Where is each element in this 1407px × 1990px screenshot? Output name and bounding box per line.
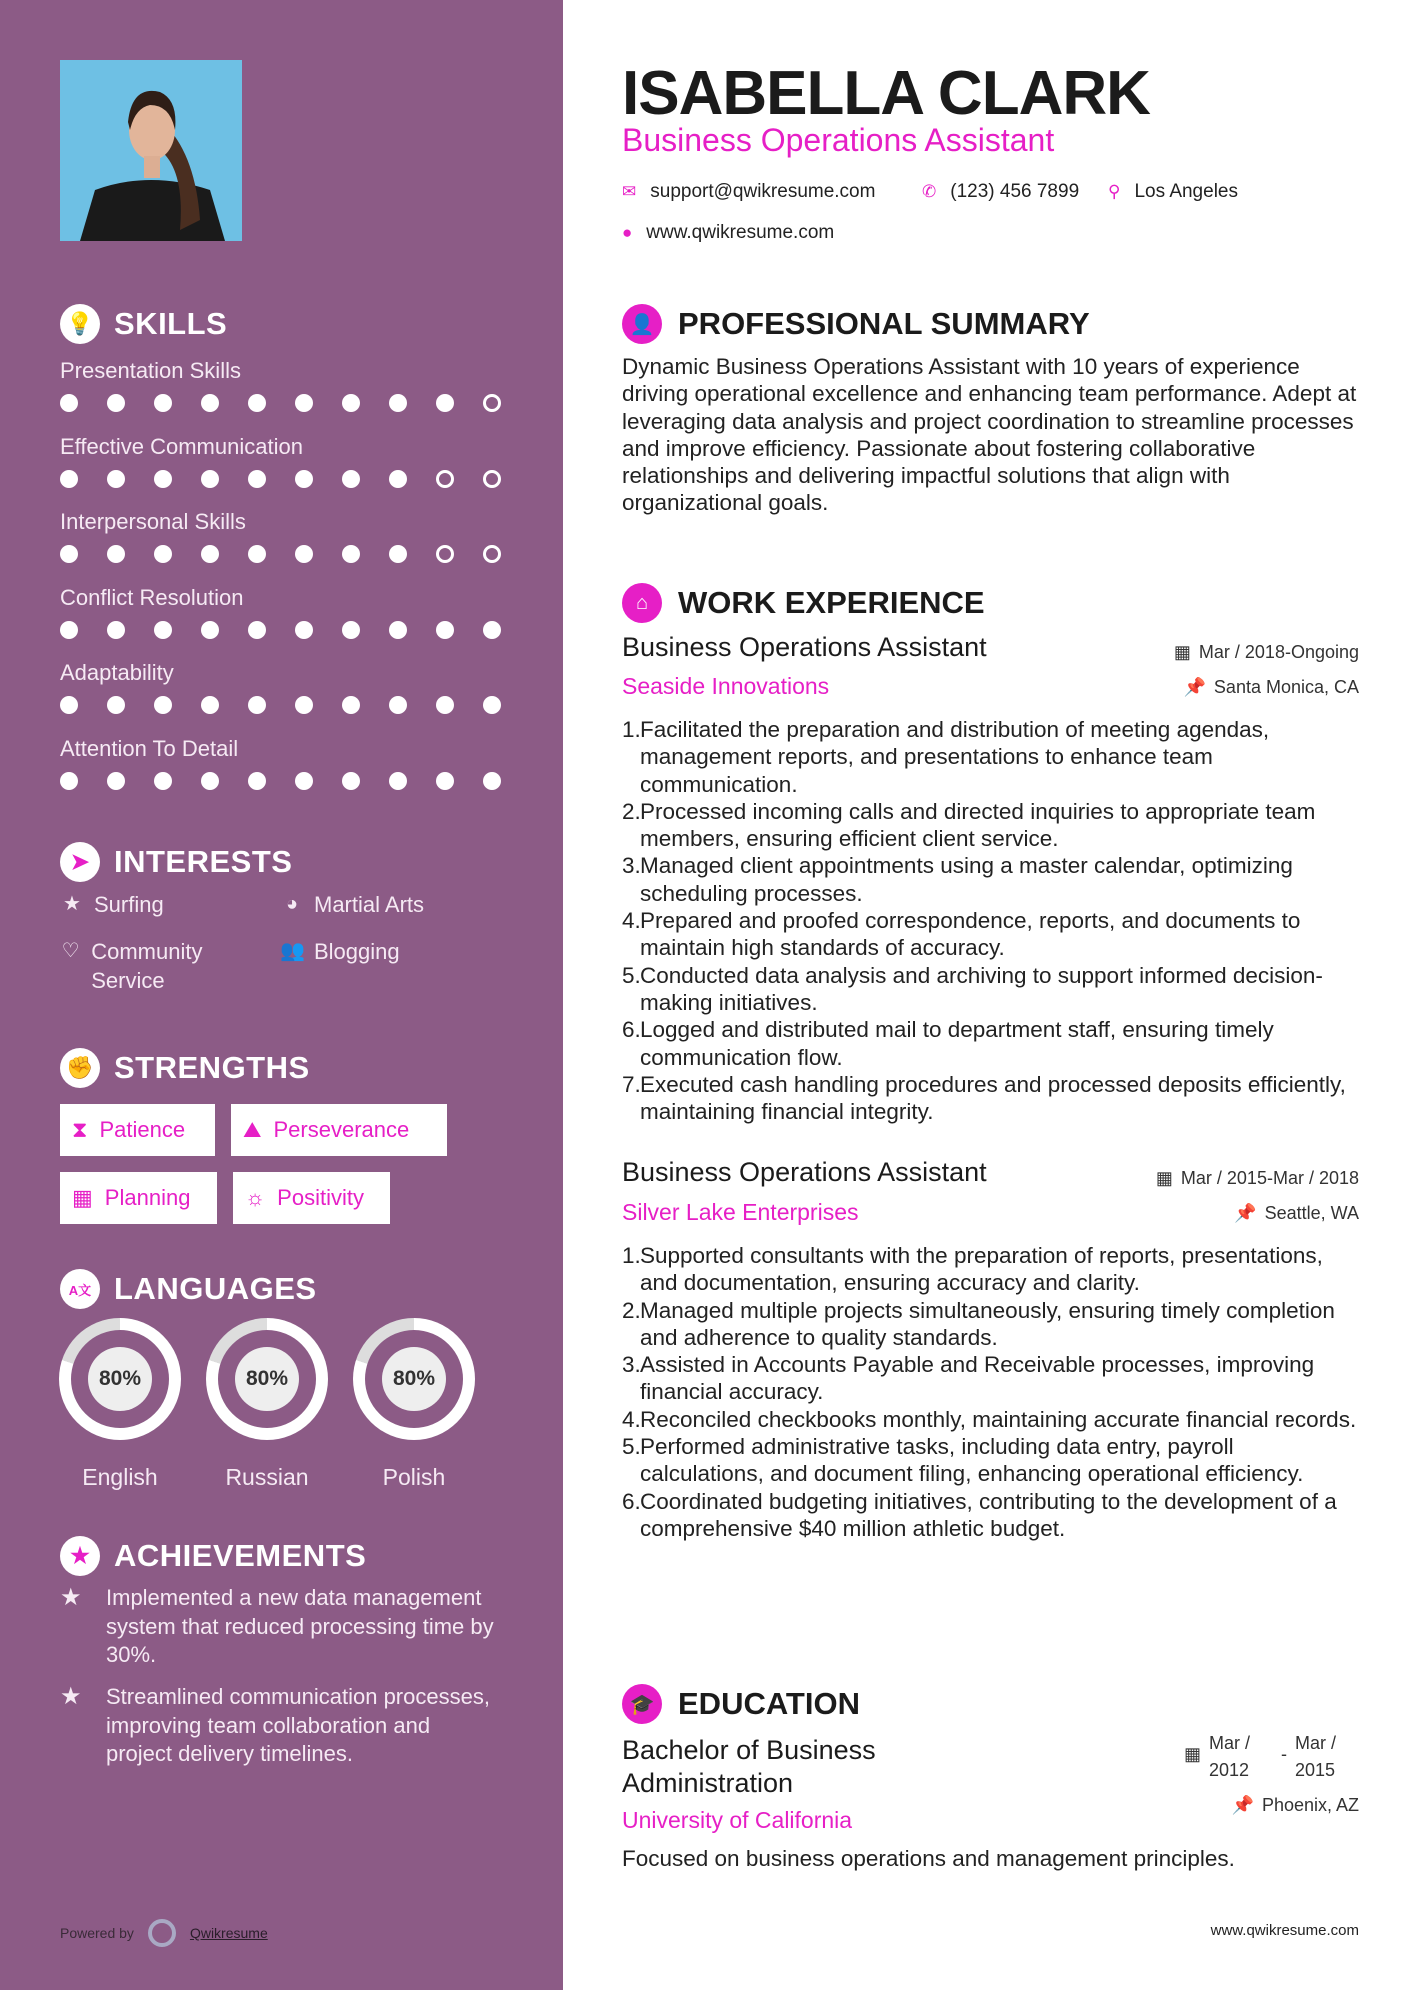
language-progress-ring <box>59 1318 181 1440</box>
office-chair-icon: ⌂ <box>622 583 662 623</box>
candidate-name: ISABELLA CLARK <box>622 59 1150 128</box>
rating-dot-filled <box>295 545 313 563</box>
job-title: Business Operations Assistant <box>622 632 987 662</box>
job-bullets <box>622 716 1362 1125</box>
skill-label: Conflict Resolution <box>60 584 244 610</box>
list-item: 3. Assisted in Accounts Payable and Receivable processes, improving financial accuracy. <box>622 1352 1315 1405</box>
rating-dot-filled <box>483 772 501 790</box>
skill-rating <box>60 621 501 639</box>
rating-dot-filled <box>436 621 454 639</box>
road-icon: ⛰ <box>243 1117 262 1142</box>
interest-item: 👥 Blogging <box>280 939 400 964</box>
list-item: 1. Supported consultants with the preparation of reports, presentations, and documentation, ensuring accuracy and clarity. <box>622 1243 1323 1296</box>
job-title: Business Operations Assistant <box>622 122 1055 158</box>
language-item <box>353 1318 475 1491</box>
language-item <box>206 1318 328 1491</box>
list-item: 7. Executed cash handling procedures and processed deposits efficiently, maintaining financial integrity. <box>622 1071 1346 1125</box>
qwikresume-logo-icon <box>148 1919 176 1947</box>
rating-dot-filled <box>154 394 172 412</box>
rating-dot-empty <box>436 545 454 563</box>
interests-heading: ➤ INTERESTS <box>60 842 292 882</box>
interest-item: ★ Surfing <box>60 890 164 919</box>
user-icon: 👤 <box>622 304 662 344</box>
hourglass-icon: ⧗ <box>72 1117 88 1142</box>
paper-plane-icon: ➤ <box>60 842 100 882</box>
rating-dot-filled <box>107 696 125 714</box>
powered-by: Powered by Qwikresume <box>60 1919 268 1947</box>
rating-dot-empty <box>483 470 501 488</box>
list-item: 6. Logged and distributed mail to department staff, ensuring timely communication flow. <box>622 1017 1274 1070</box>
language-item <box>59 1318 181 1491</box>
rating-dot-filled <box>389 772 407 790</box>
rating-dot-filled <box>201 621 219 639</box>
footer-website[interactable]: www.qwikresume.com <box>1210 1922 1359 1939</box>
rating-dot-filled <box>60 470 78 488</box>
strength-tag: ☼ Positivity <box>233 1172 390 1224</box>
language-progress-ring <box>353 1318 475 1440</box>
achievement-item: ★ Streamlined communication processes, improving team collaboration and project delivery timelines. <box>60 1683 500 1769</box>
languages-heading: A文 LANGUAGES <box>60 1269 317 1309</box>
users-icon: 👥 <box>280 940 305 962</box>
rating-dot-filled <box>342 621 360 639</box>
rating-dot-filled <box>201 772 219 790</box>
list-item: 2. Processed incoming calls and directed inquiries to appropriate team members, ensuring efficient client service. <box>622 798 1316 852</box>
pushpin-icon: 📌 <box>1231 1795 1254 1815</box>
profile-photo <box>60 60 242 241</box>
rating-dot-filled <box>248 470 266 488</box>
education-heading: 🎓 EDUCATION <box>622 1684 860 1724</box>
list-item: 6. Coordinated budgeting initiatives, contributing to the development of a comprehensive $40 million athletic budget. <box>622 1488 1337 1541</box>
rating-dot-filled <box>389 696 407 714</box>
rating-dot-filled <box>154 470 172 488</box>
school: University of California <box>622 1807 853 1833</box>
language-percent: 80% <box>88 1347 152 1411</box>
rating-dot-filled <box>201 696 219 714</box>
company: Silver Lake Enterprises <box>622 1199 859 1225</box>
rating-dot-filled <box>248 545 266 563</box>
rating-dot-filled <box>389 470 407 488</box>
rating-dot-filled <box>107 470 125 488</box>
hand-icon: ♡ <box>61 940 80 962</box>
rating-dot-filled <box>154 772 172 790</box>
website: ● www.qwikresume.com <box>622 222 835 243</box>
calendar-icon: ▦ <box>1155 1168 1173 1188</box>
rating-dot-empty <box>483 545 501 563</box>
language-name: Russian <box>225 1464 309 1490</box>
rating-dot-filled <box>107 772 125 790</box>
rating-dot-filled <box>342 470 360 488</box>
achievement-item: ★ Implemented a new data management system that reduced processing time by 30%. <box>60 1584 500 1670</box>
phone-icon: ✆ <box>922 182 937 201</box>
rating-dot-filled <box>107 394 125 412</box>
skill-rating <box>60 470 501 488</box>
skill-label: Adaptability <box>60 660 174 685</box>
achievements-heading: ★ ACHIEVEMENTS <box>60 1536 366 1576</box>
skill-label: Effective Communication <box>60 433 303 459</box>
job-dates: ▦ Mar / 2018-Ongoing <box>1173 642 1359 662</box>
job-location: 📌 Seattle, WA <box>1234 1203 1359 1223</box>
rating-dot-filled <box>436 772 454 790</box>
qwikresume-link[interactable]: Qwikresume <box>189 1925 268 1941</box>
pushpin-icon: 📌 <box>1183 677 1206 697</box>
sun-icon: ☼ <box>245 1185 266 1210</box>
star-badge-icon: ★ <box>60 1536 100 1576</box>
rating-dot-filled <box>483 621 501 639</box>
interest-item: ♡ Community Service <box>61 939 203 993</box>
strength-tag: ⧗ Patience <box>60 1104 215 1156</box>
globe-icon: ● <box>622 223 633 242</box>
skill-rating <box>60 394 501 412</box>
calendar-icon: ▦ <box>72 1185 93 1210</box>
language-progress-ring <box>206 1318 328 1440</box>
rating-dot-filled <box>342 545 360 563</box>
rating-dot-filled <box>295 772 313 790</box>
fist-icon: ✊ <box>60 1048 100 1088</box>
rating-dot-filled <box>107 545 125 563</box>
pushpin-icon: 📌 <box>1234 1203 1257 1223</box>
calendar-icon: ▦ <box>1183 1744 1201 1764</box>
rating-dot-filled <box>436 394 454 412</box>
rating-dot-filled <box>60 621 78 639</box>
list-item: 4. Reconciled checkbooks monthly, maintaining accurate financial records. <box>622 1406 1357 1432</box>
phone: ✆ (123) 456 7899 <box>922 181 1080 202</box>
job-title: Business Operations Assistant <box>622 1157 987 1187</box>
rating-dot-filled <box>295 696 313 714</box>
strengths-heading: ✊ STRENGTHS <box>60 1048 310 1088</box>
shooting-star-icon: ★ <box>60 1584 82 1611</box>
summary-heading: 👤 PROFESSIONAL SUMMARY <box>622 304 1090 344</box>
envelope-icon: ✉ <box>622 182 637 201</box>
rating-dot-filled <box>389 621 407 639</box>
job-dates: ▦ Mar / 2015-Mar / 2018 <box>1155 1168 1359 1188</box>
rating-dot-filled <box>60 696 78 714</box>
rating-dot-filled <box>389 545 407 563</box>
education-description: Focused on business operations and management principles. <box>622 1846 1235 1871</box>
sidebar <box>0 0 563 1990</box>
lightbulb-icon: 💡 <box>60 304 100 344</box>
rating-dot-filled <box>154 621 172 639</box>
rating-dot-filled <box>342 394 360 412</box>
list-item: 5. Conducted data analysis and archiving to support informed decision-making initiatives. <box>622 962 1323 1015</box>
strength-tag: ▦ Planning <box>60 1172 217 1224</box>
rating-dot-filled <box>60 394 78 412</box>
rating-dot-filled <box>248 394 266 412</box>
skill-rating <box>60 772 501 790</box>
language-name: English <box>82 1464 158 1490</box>
list-item: 5. Performed administrative tasks, including data entry, payroll calculations, and document filing, enhancing operational efficiency. <box>622 1434 1304 1487</box>
globe-icon: ◕ <box>285 893 299 915</box>
email: ✉ support@qwikresume.com <box>622 181 876 202</box>
calendar-icon: ▦ <box>1173 642 1191 662</box>
list-item: 1. Facilitated the preparation and distribution of meeting agendas, management reports, and presentations to enhance team communication. <box>622 717 1270 797</box>
rating-dot-filled <box>201 394 219 412</box>
rating-dot-filled <box>483 696 501 714</box>
translate-icon: A文 <box>60 1269 100 1309</box>
rating-dot-filled <box>60 772 78 790</box>
skill-label: Interpersonal Skills <box>60 509 246 534</box>
skill-rating <box>60 545 501 563</box>
star-icon: ★ <box>63 893 81 915</box>
map-pin-icon: ⚲ <box>1108 182 1121 201</box>
education-dates: ▦ Mar / 2012 - Mar / 2015 <box>1183 1733 1337 1780</box>
rating-dot-empty <box>483 394 501 412</box>
job-location: 📌 Santa Monica, CA <box>1183 677 1359 697</box>
list-item: 2. Managed multiple projects simultaneously, ensuring timely completion and adherence to quality standards. <box>622 1297 1335 1350</box>
list-item: 4. Prepared and proofed correspondence, reports, and documents to maintain high standards of accuracy. <box>622 908 1301 961</box>
rating-dot-filled <box>436 696 454 714</box>
rating-dot-filled <box>248 621 266 639</box>
interest-item: ◕ Martial Arts <box>280 890 424 919</box>
rating-dot-filled <box>295 621 313 639</box>
language-percent: 80% <box>235 1347 299 1411</box>
list-item: 3. Managed client appointments using a master calendar, optimizing scheduling processes. <box>622 853 1293 906</box>
education-location: 📌 Phoenix, AZ <box>1231 1795 1359 1815</box>
rating-dot-filled <box>154 545 172 563</box>
rating-dot-filled <box>154 696 172 714</box>
company: Seaside Innovations <box>622 673 830 699</box>
rating-dot-filled <box>389 394 407 412</box>
rating-dot-empty <box>436 470 454 488</box>
rating-dot-filled <box>248 772 266 790</box>
graduate-icon: 🎓 <box>622 1684 662 1724</box>
skill-label: Attention To Detail <box>60 735 239 761</box>
rating-dot-filled <box>295 470 313 488</box>
language-percent: 80% <box>382 1347 446 1411</box>
rating-dot-filled <box>107 621 125 639</box>
summary-text: Dynamic Business Operations Assistant with 10 years of experience driving operational excellence and enhancing team performance. Adept at leveraging data analysis and project coordination to streamline processes and improve efficiency. Passionate about fostering collaborative relationships and delivering impactful solutions that align with organizational goals. <box>622 354 1357 516</box>
language-name: Polish <box>382 1464 446 1490</box>
rating-dot-filled <box>201 545 219 563</box>
skill-rating <box>60 696 501 714</box>
skills-heading: 💡 SKILLS <box>60 304 227 344</box>
shooting-star-icon: ★ <box>60 1683 82 1710</box>
rating-dot-filled <box>201 470 219 488</box>
work-heading: ⌂ WORK EXPERIENCE <box>622 583 985 623</box>
strength-tag: ⛰ Perseverance <box>231 1104 447 1156</box>
location: ⚲ Los Angeles <box>1108 181 1238 202</box>
rating-dot-filled <box>342 696 360 714</box>
rating-dot-filled <box>60 545 78 563</box>
degree: Bachelor of Business Administration <box>622 1735 876 1798</box>
rating-dot-filled <box>295 394 313 412</box>
rating-dot-filled <box>248 696 266 714</box>
rating-dot-filled <box>342 772 360 790</box>
skill-label: Presentation Skills <box>60 358 241 383</box>
job-bullets <box>622 1242 1362 1542</box>
